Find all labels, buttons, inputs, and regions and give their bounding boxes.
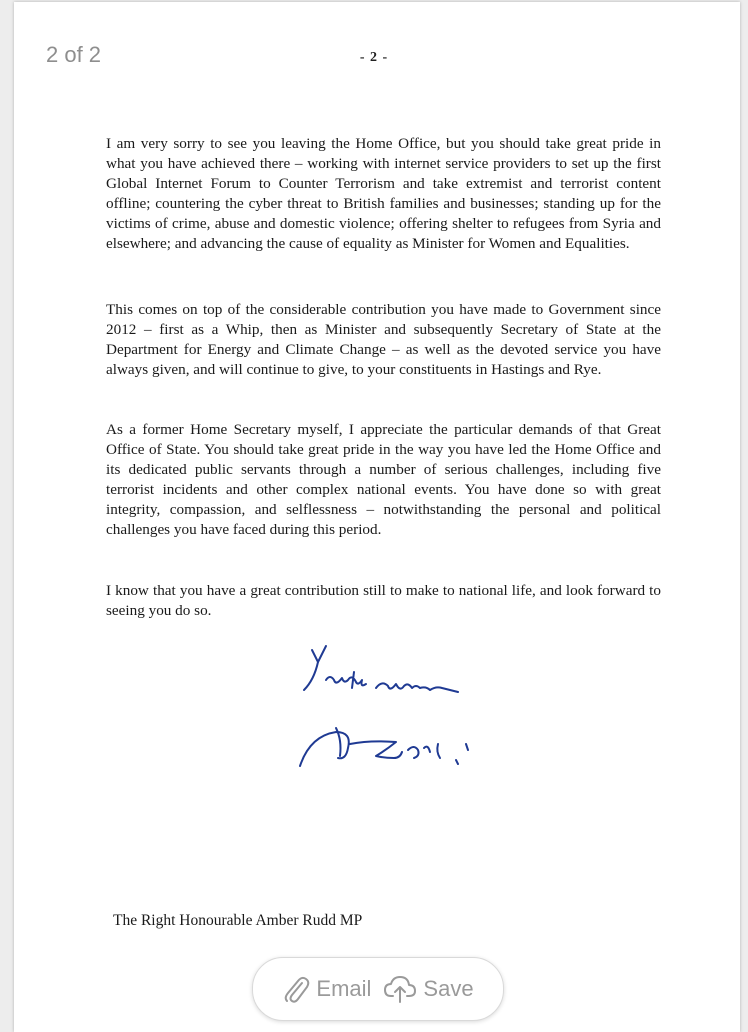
signoff-stroke bbox=[304, 662, 318, 690]
cloud-upload-icon bbox=[383, 974, 417, 1004]
letter-page-number: - 2 - bbox=[359, 50, 389, 65]
letter-paragraph-2: This comes on top of the considerable contribution you have made to Government since 2012 – first as a Whip, then as Minister and subsequently Secretary of State at the Department for Energy and Climate Change – as well as the devoted service you have always given, and will continue to give, to your constituents in Hastings and Rye. bbox=[106, 301, 661, 378]
document-action-bar bbox=[252, 957, 504, 1021]
letter-paragraph-1: I am very sorry to see you leaving the Home Office, but you should take great pride in what you have achieved there – working with internet service providers to set up the first Global Internet Forum to Counter Terrorism and take extremist and terrorist content offline; countering the cyber threat to British families and businesses; standing up for the victims of crime, abuse and domestic violence; offering shelter to refugees from Syria and elsewhere; and advancing the cause of equality as Minister for Women and Equalities. bbox=[106, 135, 661, 252]
letter-paragraph-3: As a former Home Secretary myself, I appreciate the particular demands of that Great Office of State. You should take great pride in the way you have led the Home Office and its dedicated public servants through a number of serious challenges, including five terrorist incidents and other complex national events. You have done so with great integrity, compassion, and selflessness – notwithstanding the personal and political challenges you have faced during this period. bbox=[106, 421, 661, 538]
signature-stroke bbox=[350, 741, 402, 758]
handwritten-signature bbox=[290, 640, 490, 785]
recipient-line: The Right Honourable Amber Rudd MP bbox=[113, 912, 363, 929]
page-indicator: 2 of 2 bbox=[46, 42, 102, 67]
signoff-stroke bbox=[376, 683, 458, 692]
save-label: Save bbox=[423, 976, 474, 1001]
signoff-stroke bbox=[312, 646, 326, 662]
letter-paragraph-4: I know that you have a great contribution still to make to national life, and look forward to seeing you do so. bbox=[106, 582, 661, 619]
signature-stroke bbox=[456, 744, 468, 764]
email-label: Email bbox=[316, 976, 372, 1001]
email-button[interactable] bbox=[282, 974, 371, 1004]
signoff-stroke bbox=[326, 672, 366, 688]
save-button[interactable] bbox=[383, 974, 473, 1004]
signature-stroke bbox=[408, 744, 440, 758]
paperclip-icon bbox=[282, 974, 310, 1004]
